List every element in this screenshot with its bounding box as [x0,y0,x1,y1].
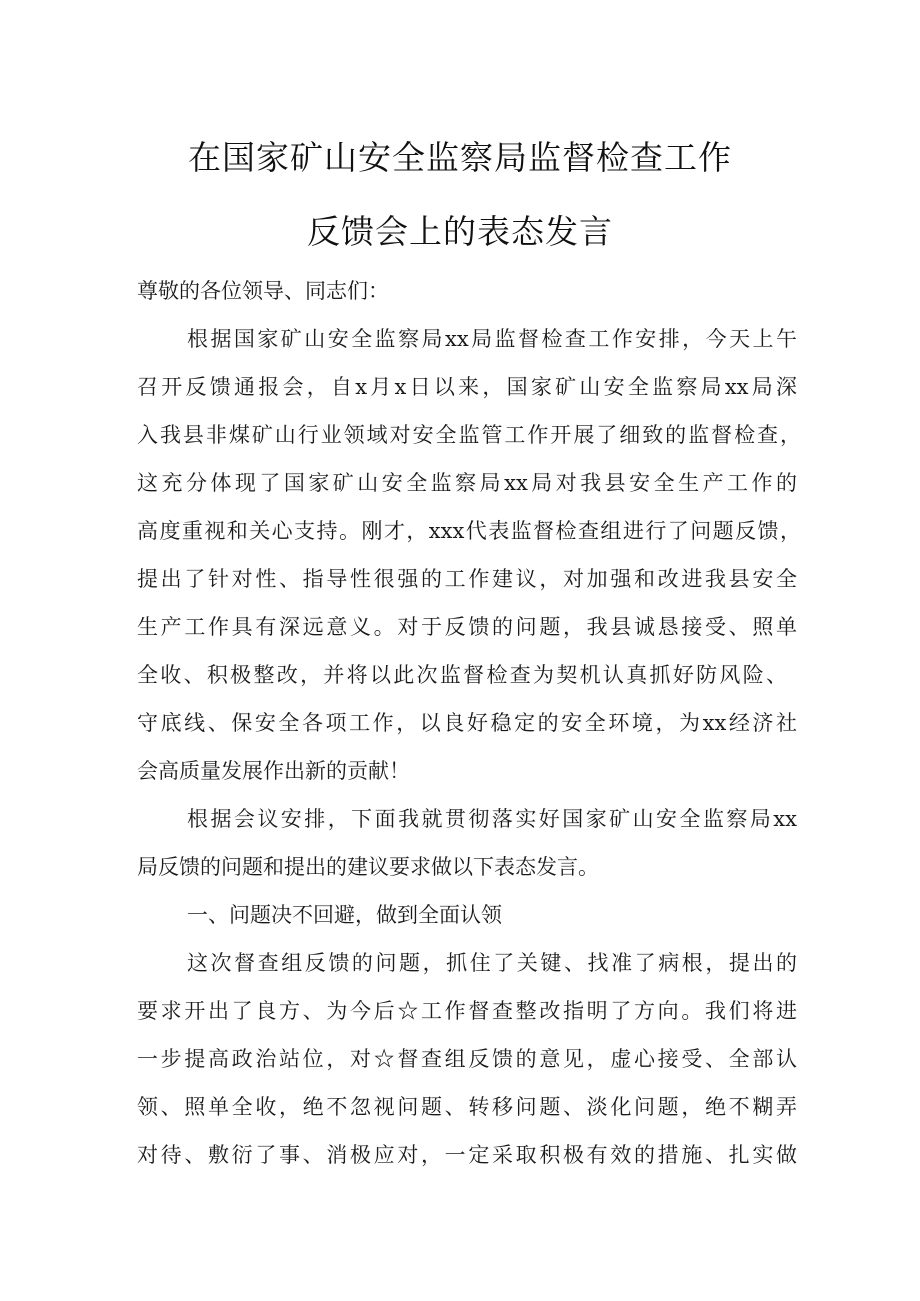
body-line: 高度重视和关心支持。刚才，xxx代表监督检查组进行了问题反馈， [137,519,801,543]
document-title-line-1: 在国家矿山安全监察局监督检查工作 [188,138,732,177]
body-line: 提出了针对性、指导性很强的工作建议，对加强和改进我县安全 [137,567,797,591]
body-line: 根据会议安排，下面我就贯彻落实好国家矿山安全监察局xx [187,807,797,831]
body-line: 根据国家矿山安全监察局xx局监督检查工作安排，今天上午 [187,327,797,351]
body-line: 领、照单全收，绝不忽视问题、转移问题、淡化问题，绝不糊弄 [137,1095,797,1119]
section-heading: 一、问题决不回避，做到全面认领 [187,903,502,927]
body-line: 会高质量发展作出新的贡献！ [137,759,410,783]
document-title-line-2: 反馈会上的表态发言 [307,212,613,251]
body-line: 全收、积极整改，并将以此次监督检查为契机认真抓好防风险、 [137,663,787,687]
body-line: 这次督查组反馈的问题，抓住了关键、找准了病根，提出的 [187,951,797,975]
body-line: 要求开出了良方、为今后☆工作督查整改指明了方向。我们将进 [137,999,797,1023]
body-line: 生产工作具有深远意义。对于反馈的问题，我县诚恳接受、照单 [137,615,797,639]
body-line: 守底线、保安全各项工作，以良好稳定的安全环境，为xx经济社 [137,711,797,735]
body-line: 入我县非煤矿山行业领域对安全监管工作开展了细致的监督检查， [137,423,801,447]
body-line: 一步提高政治站位，对☆督查组反馈的意见，虚心接受、全部认 [137,1047,797,1071]
salutation: 尊敬的各位领导、同志们： [137,279,389,303]
body-line: 这充分体现了国家矿山安全监察局xx局对我县安全生产工作的 [137,471,797,495]
body-line: 局反馈的问题和提出的建议要求做以下表态发言。 [137,855,599,879]
body-line: 对待、敷衍了事、消极应对，一定采取积极有效的措施、扎实做 [137,1143,797,1167]
body-line: 召开反馈通报会，自x月x日以来，国家矿山安全监察局xx局深 [137,375,797,399]
